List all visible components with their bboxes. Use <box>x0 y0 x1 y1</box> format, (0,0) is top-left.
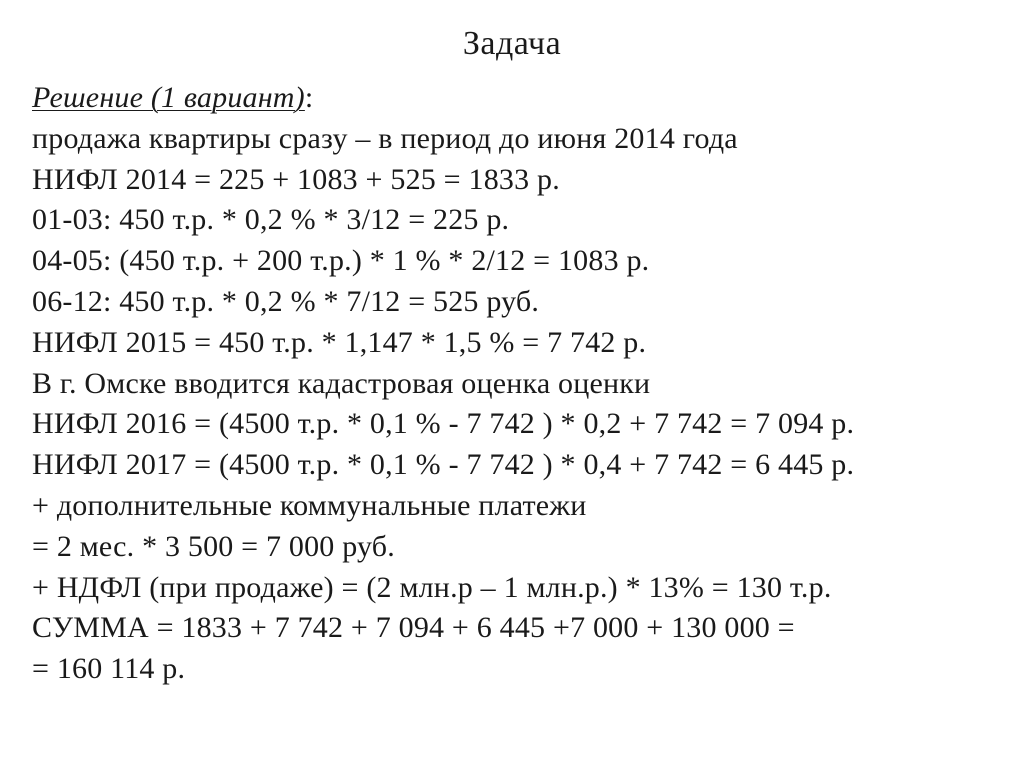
body-line: 01-03: 450 т.р. * 0,2 % * 3/12 = 225 р. <box>32 203 510 237</box>
body-line: НИФЛ 2014 = 225 + 1083 + 525 = 1833 р. <box>32 162 560 196</box>
body-line: НИФЛ 2016 = (4500 т.р. * 0,1 % - 7 742 ) * 0,2 + 7 742 = 7 094 р. <box>32 407 855 441</box>
body-line: + НДФЛ (при продаже) = (2 млн.р – 1 млн.р.) * 13% = 130 т.р. <box>32 570 832 604</box>
body-line: + дополнительные коммунальные платежи <box>32 488 587 522</box>
solution-heading-text: Решение (1 вариант) <box>32 81 305 114</box>
body-line: НИФЛ 2015 = 450 т.р. * 1,147 * 1,5 % = 7 742 р. <box>32 325 647 359</box>
solution-heading-colon: : <box>304 81 314 114</box>
body-line: = 160 114 р. <box>32 652 186 686</box>
slide-body <box>32 78 1012 690</box>
body-line: СУММА = 1833 + 7 742 + 7 094 + 6 445 +7 000 + 130 000 = <box>32 611 795 645</box>
body-line: НИФЛ 2017 = (4500 т.р. * 0,1 % - 7 742 ) * 0,4 + 7 742 = 6 445 р. <box>32 448 855 482</box>
slide-title: Задача <box>462 25 562 62</box>
body-line: 04-05: (450 т.р. + 200 т.р.) * 1 % * 2/12 = 1083 р. <box>32 244 650 278</box>
body-line: 06-12: 450 т.р. * 0,2 % * 7/12 = 525 руб. <box>32 284 540 318</box>
body-line: продажа квартиры сразу – в период до июня 2014 года <box>32 121 738 155</box>
solution-heading <box>32 78 1012 119</box>
body-line: В г. Омске вводится кадастровая оценка оценки <box>32 366 651 400</box>
body-line: = 2 мес. * 3 500 = 7 000 руб. <box>32 529 395 563</box>
